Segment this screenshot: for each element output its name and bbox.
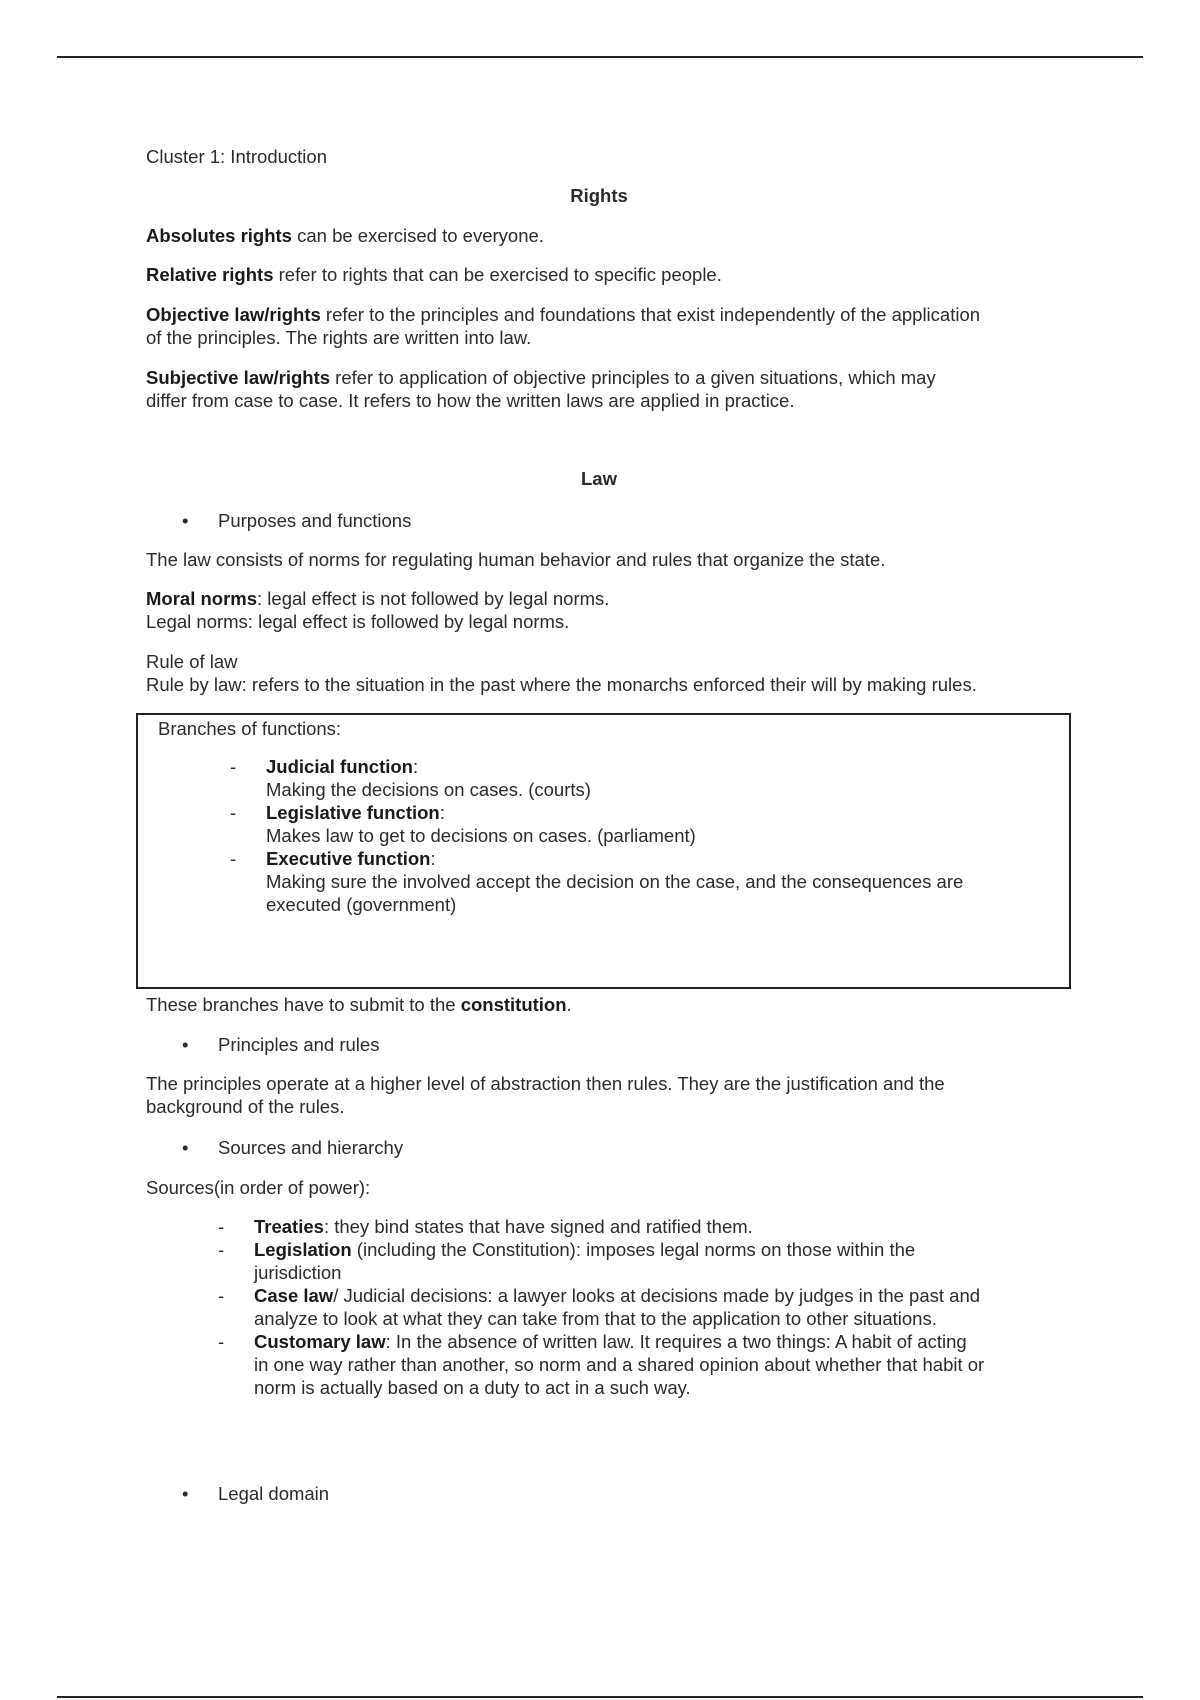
dash-marker: -: [218, 1239, 225, 1260]
rule-of-law-text: Rule of law: [146, 651, 238, 672]
constitution-paragraph: These branches have to submit to the constitution.: [146, 994, 572, 1015]
dash-marker: -: [230, 802, 237, 823]
subjective-law-text-2: differ from case to case. It refers to how the written laws are applied in practice.: [146, 390, 795, 411]
source-case-law: - Case law/ Judicial decisions: a lawyer looks at decisions made by judges in the past and analyze to look at what they can take from that to the application to other situations.: [218, 1285, 981, 1329]
rule-of-law-paragraph: [146, 650, 1066, 696]
branches-caption: Branches of functions:: [158, 718, 342, 739]
executive-desc-2: executed (government): [266, 894, 457, 915]
branch-judicial: - Judicial function: Making the decisions on cases. (courts): [230, 756, 591, 800]
sources-list: [136, 1215, 1066, 1399]
branch-executive: - Executive function: Making sure the involved accept the decision on the case, and the consequences are executed (government): [230, 848, 964, 915]
dash-marker: -: [218, 1331, 225, 1352]
bullet-dot: •: [182, 510, 189, 531]
cluster-header: Cluster 1: Introduction: [146, 146, 327, 167]
judicial-term: Judicial function: [266, 756, 413, 777]
law-heading: Law: [581, 468, 617, 489]
constitution-term: constitution: [460, 994, 567, 1015]
source-treaties: - Treaties: they bind states that have signed and ratified them.: [218, 1216, 753, 1237]
rights-heading: Rights: [570, 185, 628, 206]
legal-norms-text: Legal norms: legal effect is followed by legal norms.: [146, 611, 570, 632]
branches-box: [136, 713, 1071, 989]
bullet-dot: •: [182, 1034, 189, 1055]
treaties-term: Treaties: [254, 1216, 324, 1237]
absolute-rights-text: can be exercised to everyone.: [291, 225, 544, 246]
objective-law-paragraph: [146, 303, 1066, 349]
bullet-purposes-label: Purposes and functions: [218, 510, 412, 531]
moral-norms-term: Moral norms: [146, 588, 258, 609]
sources-intro: Sources(in order of power):: [146, 1177, 371, 1198]
dash-marker: -: [218, 1216, 225, 1237]
relative-rights-paragraph: [146, 263, 1066, 286]
dash-marker: -: [230, 848, 237, 869]
executive-desc-1: Making sure the involved accept the decision on the case, and the consequences are: [266, 871, 964, 892]
relative-rights-term: Relative rights: [146, 264, 274, 285]
legislative-desc: Makes law to get to decisions on cases. (parliament): [266, 825, 696, 846]
relative-rights-text: refer to rights that can be exercised to specific people.: [273, 264, 722, 285]
absolute-rights-term: Absolutes rights: [146, 225, 292, 246]
law-intro-paragraph: The law consists of norms for regulating human behavior and rules that organize the state.: [146, 549, 886, 570]
legislative-term: Legislative function: [266, 802, 440, 823]
bullet-dot: •: [182, 1137, 189, 1158]
objective-law-term: Objective law/rights: [146, 304, 321, 325]
top-rule: [57, 56, 1143, 58]
objective-law-text-2: of the principles. The rights are written into law.: [146, 327, 532, 348]
subjective-law-term: Subjective law/rights: [146, 367, 331, 388]
branches-list: [138, 755, 1068, 917]
dash-marker: -: [218, 1285, 225, 1306]
customary-law-term: Customary law: [254, 1331, 386, 1352]
principles-paragraph: The principles operate at a higher level of abstraction then rules. They are the justification and the background of the rules.: [146, 1073, 945, 1117]
rule-by-law-text: Rule by law: refers to the situation in the past where the monarchs enforced their will by making rules.: [146, 674, 977, 695]
bottom-rule: [57, 1696, 1143, 1698]
executive-term: Executive function: [266, 848, 431, 869]
absolute-rights-paragraph: [146, 224, 1066, 247]
subjective-law-text: refer to application of objective principles to a given situations, which may: [330, 367, 936, 388]
bullet-sources-label: Sources and hierarchy: [218, 1137, 404, 1158]
legislation-term: Legislation: [254, 1239, 352, 1260]
bullet-dot: •: [182, 1483, 189, 1504]
moral-norms-text: : legal effect is not followed by legal norms.: [257, 588, 610, 609]
bullet-principles-label: Principles and rules: [218, 1034, 380, 1055]
branch-legislative: - Legislative function: Makes law to get to decisions on cases. (parliament): [230, 802, 696, 846]
source-legislation: - Legislation (including the Constitution): imposes legal norms on those within the jurisdiction: [218, 1239, 916, 1283]
subjective-law-paragraph: [146, 366, 1066, 412]
source-customary-law: - Customary law: In the absence of written law. It requires a two things: A habit of acting in one way rather than another, so norm and a shared opinion about whether that habit or norm is actually based on a duty to act in a such way.: [218, 1331, 985, 1398]
dash-marker: -: [230, 756, 237, 777]
norms-paragraph: [146, 587, 1066, 633]
bullet-legal-domain-label: Legal domain: [218, 1483, 330, 1504]
judicial-desc: Making the decisions on cases. (courts): [266, 779, 591, 800]
case-law-term: Case law: [254, 1285, 334, 1306]
objective-law-text: refer to the principles and foundations that exist independently of the application: [320, 304, 981, 325]
